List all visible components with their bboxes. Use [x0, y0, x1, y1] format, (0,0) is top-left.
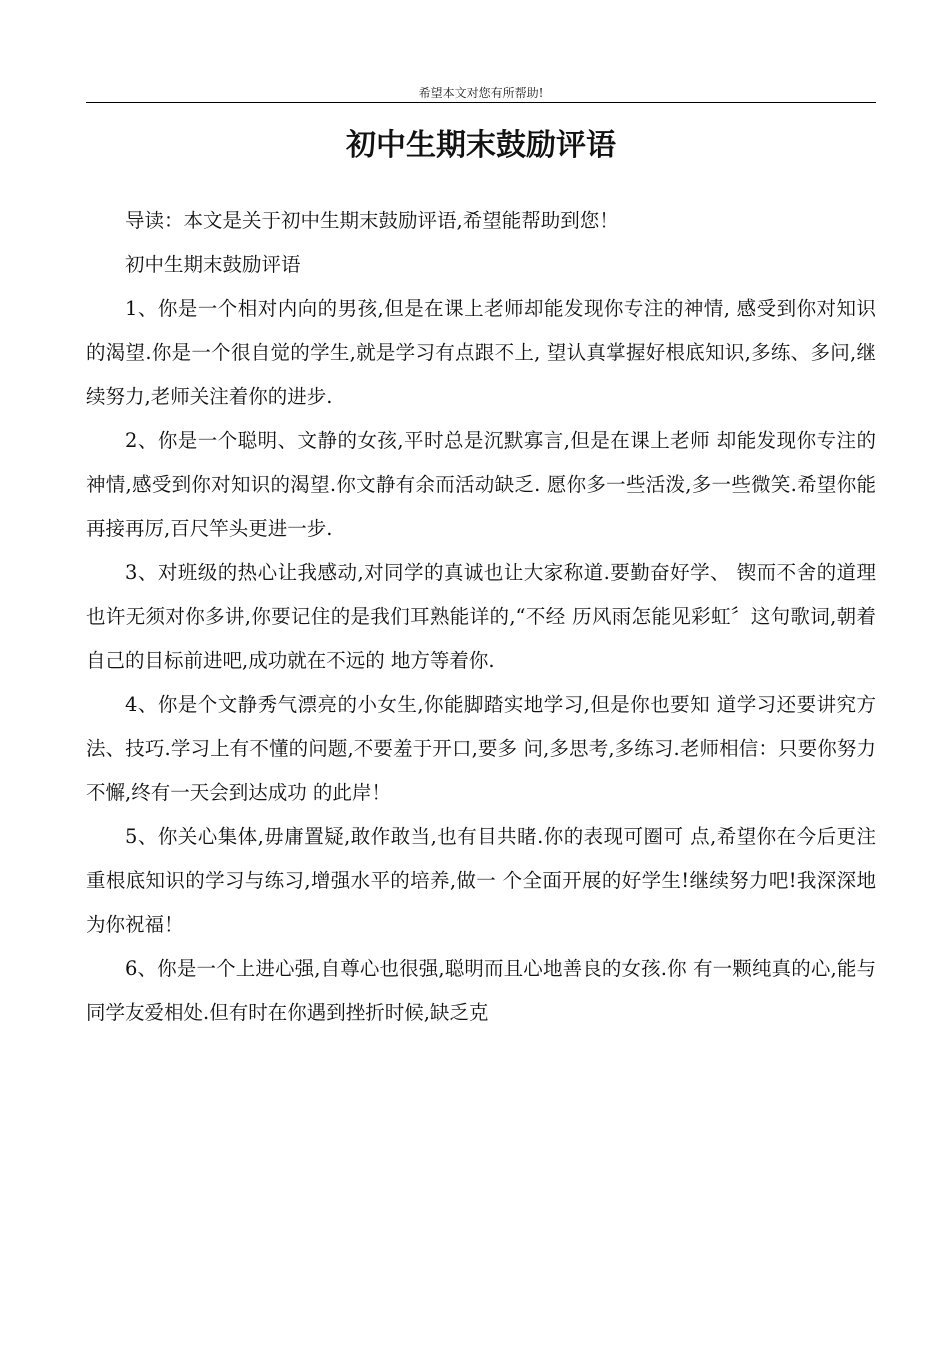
subtitle-paragraph: 初中生期末鼓励评语: [125, 253, 301, 276]
document-body: [86, 199, 876, 1035]
document-title: 初中生期末鼓励评语: [346, 128, 616, 163]
comment-paragraph-4: 4、你是个文静秀气漂亮的小女生,你能脚踏实地学习,但是你也要知 道学习还要讲究方法、技巧.学习上有不懂的问题,不要羞于开口,要多 问,多思考,多练习.老师相信：只要你努力不懈,终有一天会到达成功 的此岸！: [86, 693, 876, 804]
comment-paragraph-5: 5、你关心集体,毋庸置疑,敢作敢当,也有目共睹.你的表现可圈可 点,希望你在今后更注重根底知识的学习与练习,增强水平的培养,做一 个全面开展的好学生!继续努力吧!我深深地为你祝福！: [86, 825, 876, 936]
intro-paragraph: 导读：本文是关于初中生期末鼓励评语,希望能帮助到您！: [125, 209, 619, 232]
comment-paragraph-6: 6、你是一个上进心强,自尊心也很强,聪明而且心地善良的女孩.你 有一颗纯真的心,能与同学友爱相处.但有时在你遇到挫折时候,缺乏克: [86, 957, 876, 1024]
page-header: 希望本文对您有所帮助!: [418, 86, 544, 100]
comment-paragraph-3: 3、对班级的热心让我感动,对同学的真诚也让大家称道.要勤奋好学、 锲而不舍的道理也许无须对你多讲,你要记住的是我们耳熟能详的,“不经 历风雨怎能见彩虹〞这句歌词,朝着自己的目标前进吧,成功就在不远的 地方等着你.: [86, 561, 876, 672]
comment-paragraph-2: 2、你是一个聪明、文静的女孩,平时总是沉默寡言,但是在课上老师 却能发现你专注的神情,感受到你对知识的渴望.你文静有余而活动缺乏. 愿你多一些活泼,多一些微笑.希望你能再接再厉,百尺竿头更进一步.: [86, 429, 876, 540]
comment-paragraph-1: 1、你是一个相对内向的男孩,但是在课上老师却能发现你专注的神情, 感受到你对知识的渴望.你是一个很自觉的学生,就是学习有点跟不上, 望认真掌握好根底知识,多练、多问,继续努力,老师关注着你的进步.: [86, 297, 876, 408]
header-rule: [86, 102, 876, 103]
